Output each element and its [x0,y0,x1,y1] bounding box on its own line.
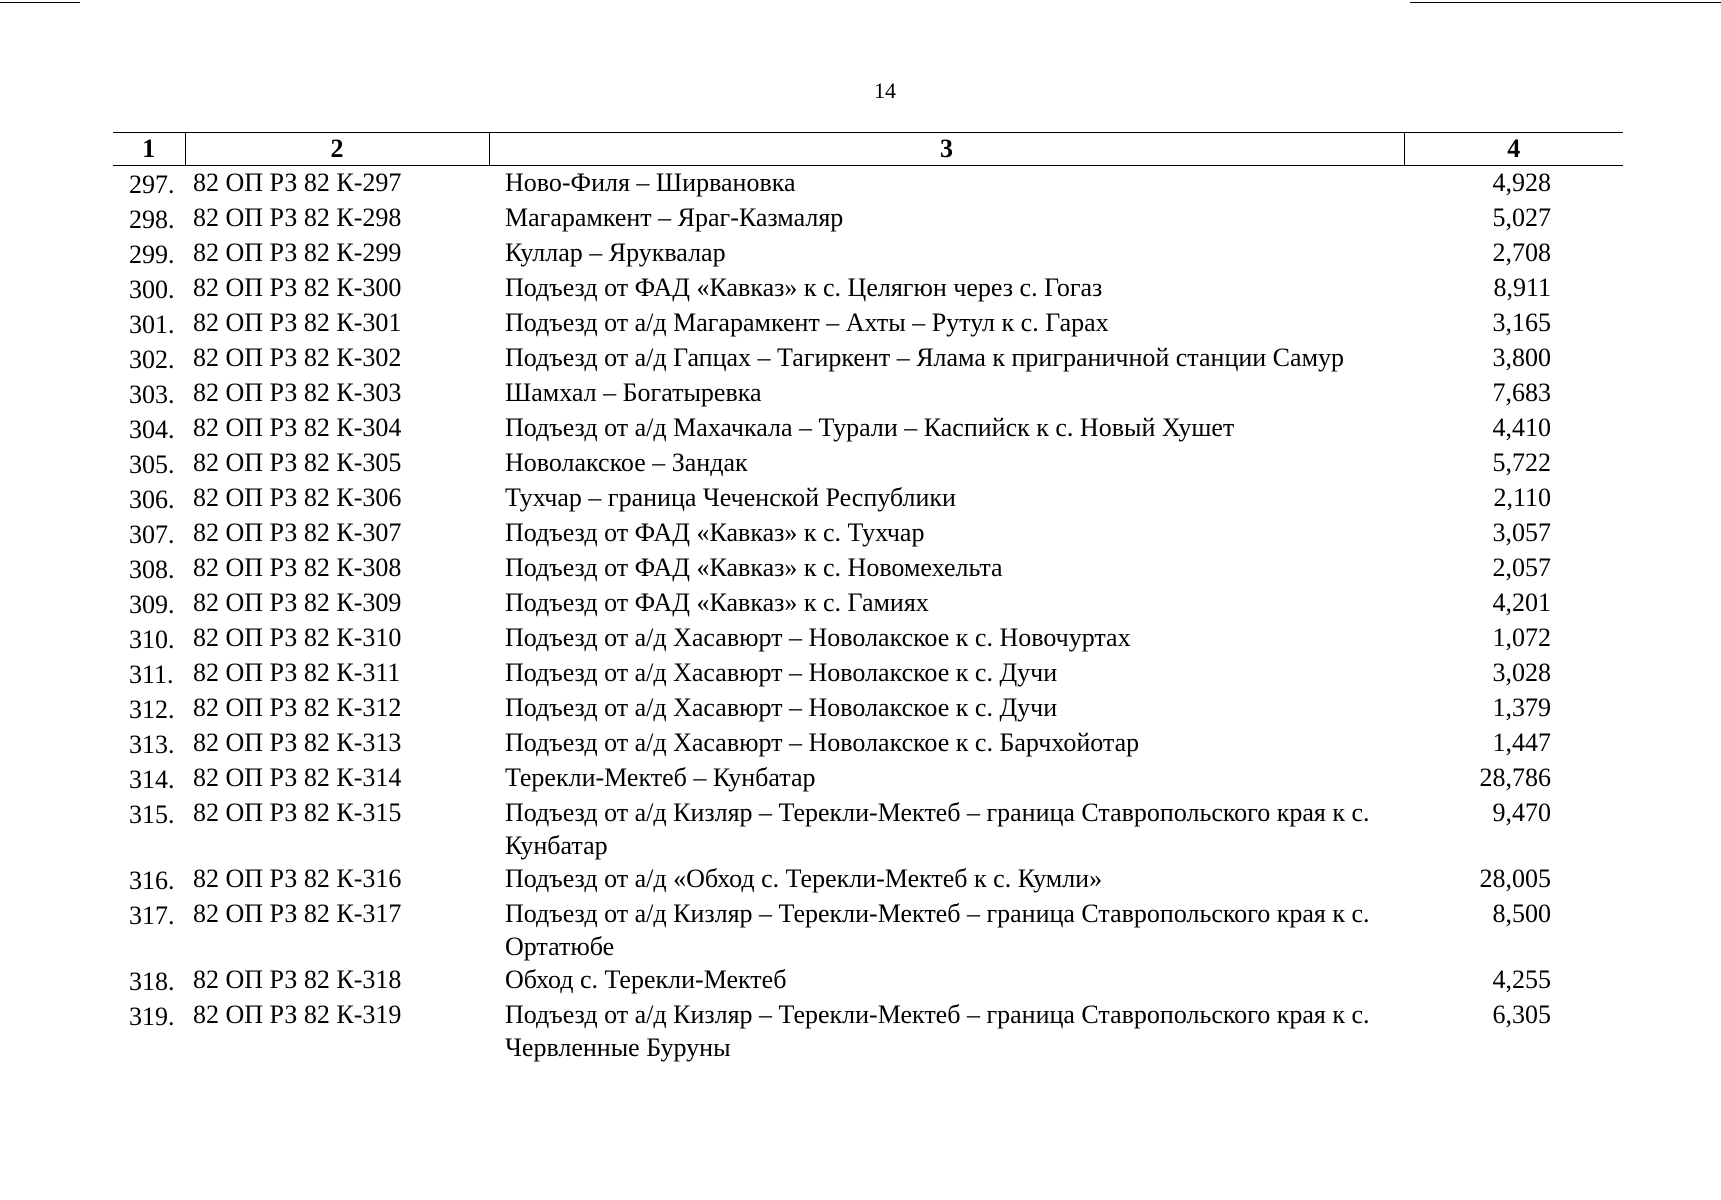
road-length: 6,305 [1492,1000,1551,1029]
row-number: 311. [129,660,174,689]
table-header [113,133,1623,166]
road-code: 82 ОП РЗ 82 К-303 [193,378,402,407]
row-number: 308. [129,555,175,584]
row-number: 305. [129,450,175,479]
road-length: 1,379 [1492,693,1551,722]
road-code: 82 ОП РЗ 82 К-306 [193,483,402,512]
road-code: 82 ОП РЗ 82 К-315 [193,798,402,827]
header-col-1: 1 [113,133,185,166]
row-number: 300. [129,275,175,304]
table-row [113,481,1623,516]
road-code: 82 ОП РЗ 82 К-301 [193,308,402,337]
road-code: 82 ОП РЗ 82 К-312 [193,693,402,722]
top-rule-left [0,2,80,3]
road-length: 2,110 [1493,483,1551,512]
road-length: 3,057 [1492,518,1551,547]
road-length: 5,027 [1492,203,1551,232]
road-name: Подъезд от а/д Магарамкент – Ахты – Рутул к с. Гарах [505,308,1109,337]
road-name: Новолакское – Зандак [505,448,748,477]
road-name: Подъезд от а/д Хасавюрт – Новолакское к с. Дучи [505,693,1058,722]
table-row [113,446,1623,481]
row-number: 307. [129,520,175,549]
row-number: 313. [129,730,175,759]
road-name: Подъезд от а/д Хасавюрт – Новолакское к с. Барчхойотар [505,728,1140,757]
road-length: 4,928 [1492,168,1551,197]
road-name: Подъезд от а/д «Обход с. Терекли-Мектеб к с. Кумли» [505,864,1103,893]
row-number: 317. [129,901,175,930]
road-name: Подъезд от ФАД «Кавказ» к с. Гамиях [505,588,929,617]
road-length: 3,800 [1492,343,1551,372]
table-row [113,166,1623,202]
table-row [113,341,1623,376]
road-length: 2,057 [1492,553,1551,582]
road-code: 82 ОП РЗ 82 К-307 [193,518,402,547]
row-number: 301. [129,310,175,339]
row-number: 319. [129,1002,175,1031]
road-code: 82 ОП РЗ 82 К-297 [193,168,402,197]
road-name: Подъезд от а/д Хасавюрт – Новолакское к с. Дучи [505,658,1058,687]
road-code: 82 ОП РЗ 82 К-310 [193,623,402,652]
road-name: Магарамкент – Яраг-Казмаляр [505,203,844,232]
road-code: 82 ОП РЗ 82 К-302 [193,343,402,372]
row-number: 309. [129,590,175,619]
road-name: Подъезд от а/д Кизляр – Терекли-Мектеб – граница Ставропольского края к с. Червленные Буруны [505,1000,1370,1062]
row-number: 315. [129,800,175,829]
road-length: 7,683 [1492,378,1551,407]
table-row [113,998,1623,1064]
top-rule-right [1410,2,1721,3]
road-code: 82 ОП РЗ 82 К-314 [193,763,402,792]
row-number: 298. [129,205,175,234]
table-body [113,166,1623,1065]
road-name: Тухчар – граница Чеченской Республики [505,483,956,512]
road-length: 4,201 [1492,588,1551,617]
table-row [113,726,1623,761]
row-number: 318. [129,967,175,996]
road-name: Подъезд от а/д Кизляр – Терекли-Мектеб – граница Ставропольского края к с. Ортатюбе [505,899,1370,961]
road-code: 82 ОП РЗ 82 К-305 [193,448,402,477]
road-name: Ново-Филя – Ширвановка [505,168,796,197]
header-col-3: 3 [489,133,1404,166]
table-row [113,897,1623,963]
road-length: 8,500 [1492,899,1551,928]
road-code: 82 ОП РЗ 82 К-308 [193,553,402,582]
road-name: Куллар – Яруквалар [505,238,726,267]
table-row [113,796,1623,862]
table-row [113,236,1623,271]
table-row [113,656,1623,691]
row-number: 304. [129,415,175,444]
table-row [113,551,1623,586]
row-number: 314. [129,765,175,794]
table-row [113,963,1623,998]
road-code: 82 ОП РЗ 82 К-318 [193,965,402,994]
table-row [113,271,1623,306]
road-name: Подъезд от а/д Махачкала – Турали – Каспийск к с. Новый Хушет [505,413,1235,442]
road-length: 4,255 [1492,965,1551,994]
road-length: 8,911 [1493,273,1551,302]
road-code: 82 ОП РЗ 82 К-299 [193,238,402,267]
row-number: 303. [129,380,175,409]
row-number: 312. [129,695,175,724]
road-code: 82 ОП РЗ 82 К-309 [193,588,402,617]
road-code: 82 ОП РЗ 82 К-319 [193,1000,402,1029]
road-code: 82 ОП РЗ 82 К-316 [193,864,402,893]
road-length: 3,028 [1492,658,1551,687]
table-row [113,411,1623,446]
table-row [113,376,1623,411]
road-code: 82 ОП РЗ 82 К-298 [193,203,402,232]
row-number: 306. [129,485,175,514]
road-length: 5,722 [1492,448,1551,477]
table-row [113,621,1623,656]
road-length: 4,410 [1492,413,1551,442]
road-name: Подъезд от ФАД «Кавказ» к с. Целягюн через с. Гогаз [505,273,1103,302]
header-row [113,133,1623,166]
road-length: 9,470 [1492,798,1551,827]
road-code: 82 ОП РЗ 82 К-304 [193,413,402,442]
header-col-2: 2 [185,133,489,166]
road-name: Подъезд от ФАД «Кавказ» к с. Тухчар [505,518,925,547]
road-name: Подъезд от а/д Гапцах – Тагиркент – Ялама к приграничной станции Самур [505,343,1345,372]
table-row [113,516,1623,551]
road-length: 3,165 [1492,308,1551,337]
road-length: 1,447 [1492,728,1551,757]
row-number: 297. [129,170,175,199]
page-number: 14 [874,78,896,103]
table-row [113,862,1623,897]
table-row [113,691,1623,726]
road-name: Подъезд от ФАД «Кавказ» к с. Новомехельта [505,553,1003,582]
header-col-4: 4 [1404,133,1623,166]
road-name: Подъезд от а/д Кизляр – Терекли-Мектеб – граница Ставропольского края к с. Кунбатар [505,798,1370,860]
row-number: 299. [129,240,175,269]
road-name: Обход с. Терекли-Мектеб [505,965,787,994]
road-code: 82 ОП РЗ 82 К-311 [193,658,401,687]
row-number: 310. [129,625,175,654]
table-row [113,761,1623,796]
road-length: 2,708 [1492,238,1551,267]
road-name: Шамхал – Богатыревка [505,378,762,407]
road-code: 82 ОП РЗ 82 К-300 [193,273,402,302]
road-code: 82 ОП РЗ 82 К-313 [193,728,402,757]
row-number: 316. [129,866,175,895]
road-length: 1,072 [1492,623,1551,652]
road-length: 28,005 [1479,864,1551,893]
roads-table [113,132,1623,1064]
road-length: 28,786 [1479,763,1551,792]
table-row [113,586,1623,621]
road-name: Подъезд от а/д Хасавюрт – Новолакское к с. Новочуртах [505,623,1131,652]
row-number: 302. [129,345,175,374]
table-row [113,306,1623,341]
road-name: Терекли-Мектеб – Кунбатар [505,763,816,792]
table-row [113,201,1623,236]
road-code: 82 ОП РЗ 82 К-317 [193,899,402,928]
